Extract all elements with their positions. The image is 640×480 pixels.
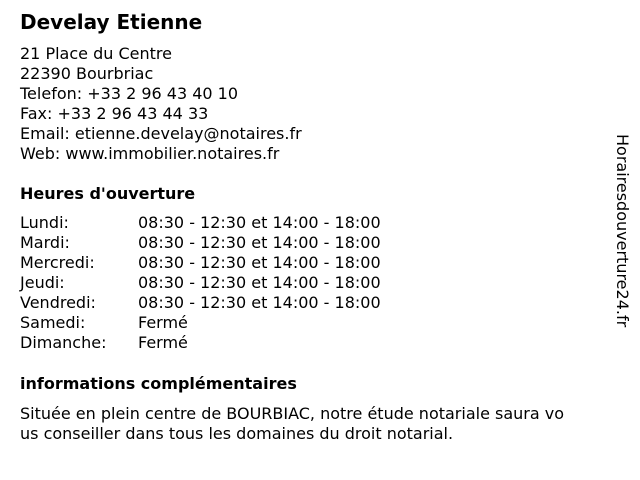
site-watermark: Horairesdouverture24.fr xyxy=(613,134,632,328)
day-hours: 08:30 - 12:30 et 14:00 - 18:00 xyxy=(138,213,381,232)
day-hours: Fermé xyxy=(138,313,188,332)
day-label: Lundi: xyxy=(20,213,69,232)
day-label: Vendredi: xyxy=(20,293,96,312)
info-line: us conseiller dans tous les domaines du droit notarial. xyxy=(20,424,454,443)
opening-hours-table xyxy=(20,213,440,353)
day-hours: 08:30 - 12:30 et 14:00 - 18:00 xyxy=(138,253,381,272)
hours-row-saturday xyxy=(20,313,440,333)
email-line: Email: etienne.develay@notaires.fr xyxy=(20,124,302,143)
day-hours: Fermé xyxy=(138,333,188,352)
address-city: 22390 Bourbriac xyxy=(20,64,154,83)
hours-row-tuesday xyxy=(20,233,440,253)
additional-info-heading: informations complémentaires xyxy=(20,374,297,393)
day-label: Mardi: xyxy=(20,233,70,252)
hours-row-wednesday xyxy=(20,253,440,273)
day-label: Dimanche: xyxy=(20,333,107,352)
hours-row-sunday xyxy=(20,333,440,353)
phone-line: Telefon: +33 2 96 43 40 10 xyxy=(20,84,239,103)
fax-line: Fax: +33 2 96 43 44 33 xyxy=(20,104,209,123)
web-line: Web: www.immobilier.notaires.fr xyxy=(20,144,280,163)
hours-row-thursday xyxy=(20,273,440,293)
day-label: Mercredi: xyxy=(20,253,95,272)
day-label: Jeudi: xyxy=(20,273,65,292)
address-street: 21 Place du Centre xyxy=(20,44,172,63)
day-hours: 08:30 - 12:30 et 14:00 - 18:00 xyxy=(138,293,381,312)
day-hours: 08:30 - 12:30 et 14:00 - 18:00 xyxy=(138,273,381,292)
page-title: Develay Etienne xyxy=(20,10,203,34)
opening-hours-heading: Heures d'ouverture xyxy=(20,184,196,203)
additional-info-text xyxy=(20,404,618,444)
hours-row-monday xyxy=(20,213,440,233)
hours-row-friday xyxy=(20,293,440,313)
info-line: Située en plein centre de BOURBIAC, notre étude notariale saura vo xyxy=(20,404,565,423)
day-hours: 08:30 - 12:30 et 14:00 - 18:00 xyxy=(138,233,381,252)
day-label: Samedi: xyxy=(20,313,86,332)
contact-block xyxy=(20,44,302,164)
